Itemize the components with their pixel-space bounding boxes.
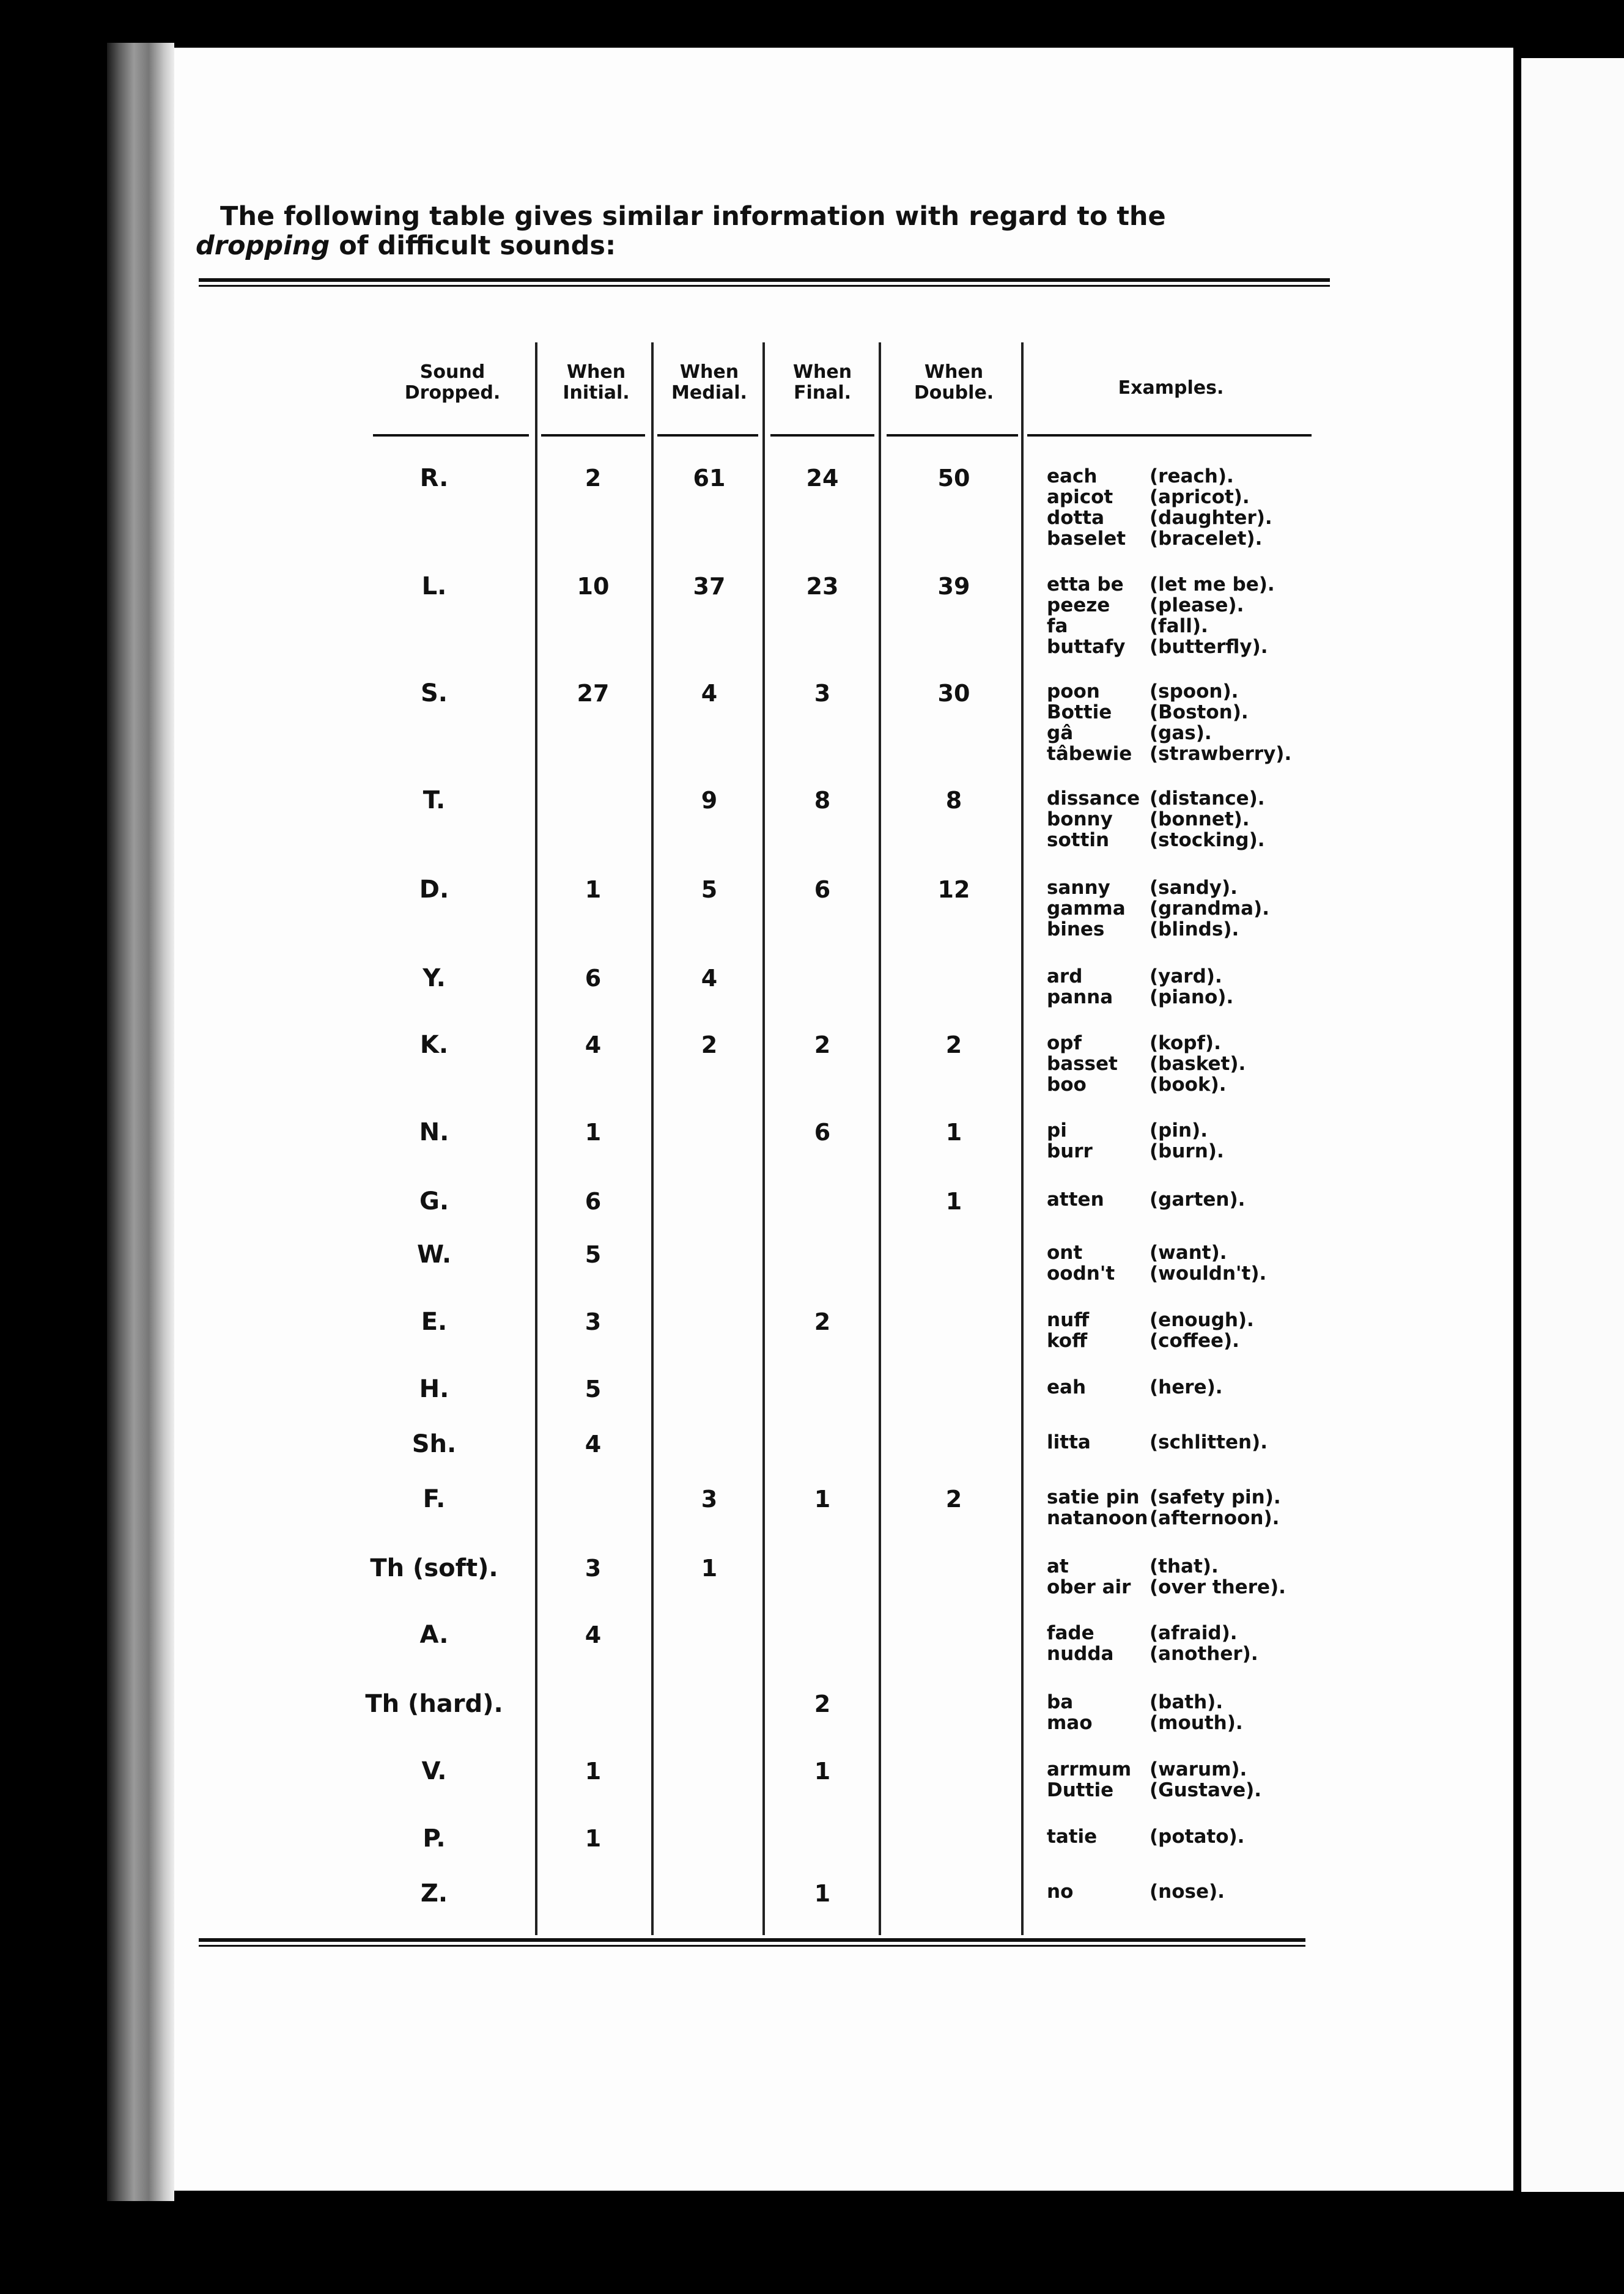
example-standard-form: (reach). [1150,465,1234,487]
table-top-rule-thin [199,285,1330,287]
when-medial-cell: 2 [701,1031,718,1058]
when-initial-cell: 3 [585,1555,602,1582]
example-child-form: bines [1047,918,1105,940]
example-standard-form: (spoon). [1150,680,1239,703]
example-child-form: gamma [1047,898,1126,920]
sound-dropped-cell: H. [419,1375,449,1403]
example-child-form: panna [1047,986,1113,1008]
when-double-cell: 12 [937,876,970,903]
sound-dropped-cell: W. [416,1241,452,1269]
sound-dropped-cell: N. [419,1118,449,1146]
example-child-form: sanny [1047,877,1110,899]
when-medial-cell: 61 [693,465,726,492]
when-double-cell: 2 [945,1486,962,1513]
when-final-cell: 1 [814,1880,831,1907]
example-child-form: etta be [1047,574,1124,596]
example-standard-form: (fall). [1150,615,1208,637]
example-standard-form: (let me be). [1150,574,1275,596]
example-child-form: Duttie [1047,1779,1114,1801]
example-standard-form: (Gustave). [1150,1779,1262,1801]
header-double-line-1: When [924,361,984,383]
header-sound-line-2: Dropped. [404,382,501,404]
sound-dropped-cell: L. [421,572,447,600]
example-child-form: fade [1047,1622,1094,1644]
when-initial-cell: 6 [585,1188,602,1215]
column-divider [879,342,881,1935]
when-final-cell: 1 [814,1758,831,1785]
example-standard-form: (safety pin). [1150,1486,1281,1508]
column-divider [535,342,537,1935]
example-child-form: poon [1047,680,1100,703]
example-child-form: arrmum [1047,1758,1132,1780]
when-initial-cell: 1 [585,876,602,903]
example-child-form: pi [1047,1119,1067,1141]
header-sound-dropped [373,362,532,404]
header-rule [1027,434,1312,437]
example-standard-form: (gas). [1150,722,1212,744]
example-child-form: bonny [1047,808,1113,830]
example-child-form: ard [1047,965,1083,987]
intro-line-1: The following table gives similar information with regard to the [220,201,1166,232]
when-initial-cell: 1 [585,1758,602,1785]
example-standard-form: (enough). [1150,1309,1254,1331]
example-child-form: burr [1047,1140,1093,1162]
example-standard-form: (stocking). [1150,829,1265,851]
example-standard-form: (butterfly). [1150,636,1268,658]
example-child-form: natanoon [1047,1507,1148,1529]
table-bottom-rule-thin [199,1945,1305,1947]
example-standard-form: (schlitten). [1150,1431,1268,1453]
example-standard-form: (potato). [1150,1826,1245,1848]
example-child-form: oodn't [1047,1263,1115,1285]
example-standard-form: (kopf). [1150,1032,1221,1054]
example-standard-form: (bonnet). [1150,808,1250,830]
example-child-form: ba [1047,1691,1074,1713]
header-medial-line-1: When [679,361,739,383]
example-child-form: boo [1047,1074,1087,1096]
when-initial-cell: 6 [585,965,602,992]
when-final-cell: 2 [814,1691,831,1717]
when-medial-cell: 3 [701,1486,718,1513]
header-medial-line-2: Medial. [671,382,747,404]
when-initial-cell: 5 [585,1241,602,1268]
example-standard-form: (Boston). [1150,701,1249,723]
sound-dropped-cell: Y. [423,964,446,992]
sound-dropped-cell: A. [419,1621,449,1649]
column-divider [762,342,765,1935]
example-child-form: gâ [1047,722,1074,744]
example-standard-form: (please). [1150,594,1244,616]
header-double-line-2: Double. [914,382,994,404]
example-standard-form: (here). [1150,1376,1223,1398]
example-child-form: koff [1047,1330,1088,1352]
example-standard-form: (strawberry). [1150,743,1292,765]
header-rule [373,434,529,437]
when-initial-cell: 10 [577,573,610,600]
sound-dropped-cell: G. [419,1187,449,1215]
when-final-cell: 6 [814,1119,831,1146]
example-standard-form: (nose). [1150,1881,1225,1903]
when-initial-cell: 2 [585,465,602,492]
sound-dropped-cell: Sh. [412,1430,457,1458]
example-standard-form: (afternoon). [1150,1507,1280,1529]
example-standard-form: (basket). [1150,1053,1246,1075]
header-final-line-2: Final. [793,382,852,404]
sound-dropped-cell: S. [420,679,448,707]
example-child-form: atten [1047,1189,1104,1211]
example-child-form: baselet [1047,528,1126,550]
example-child-form: Bottie [1047,701,1112,723]
example-standard-form: (sandy). [1150,877,1238,899]
intro-line-2 [196,231,1321,260]
example-child-form: tâbewie [1047,743,1132,765]
example-standard-form: (book). [1150,1074,1227,1096]
example-standard-form: (over there). [1150,1576,1286,1598]
when-medial-cell: 9 [701,787,718,814]
header-when-initial [547,362,645,404]
intro-line-2-rest: of difficult sounds: [330,231,616,261]
header-when-medial [660,362,758,404]
when-double-cell: 39 [937,573,970,600]
intro-paragraph [196,202,1321,260]
example-standard-form: (mouth). [1150,1712,1243,1734]
when-initial-cell: 5 [585,1376,602,1403]
example-standard-form: (distance). [1150,787,1265,810]
sound-dropped-cell: Th (soft). [370,1554,498,1582]
example-child-form: dotta [1047,507,1105,529]
example-child-form: nudda [1047,1643,1114,1665]
when-medial-cell: 1 [701,1555,718,1582]
when-medial-cell: 37 [693,573,726,600]
example-standard-form: (warum). [1150,1758,1247,1780]
when-final-cell: 1 [814,1486,831,1513]
when-initial-cell: 4 [585,1431,602,1458]
header-initial-line-1: When [566,361,626,383]
example-child-form: ober air [1047,1576,1131,1598]
sound-dropped-cell: T. [423,786,446,814]
sound-dropped-cell: D. [419,876,449,904]
example-child-form: buttafy [1047,636,1126,658]
example-child-form: each [1047,465,1098,487]
when-medial-cell: 4 [701,680,718,707]
when-double-cell: 50 [937,465,970,492]
example-child-form: tatie [1047,1826,1098,1848]
header-when-final [773,362,871,404]
example-child-form: eah [1047,1376,1087,1398]
when-initial-cell: 4 [585,1621,602,1648]
example-child-form: fa [1047,615,1068,637]
example-standard-form: (garten). [1150,1189,1246,1211]
when-initial-cell: 4 [585,1031,602,1058]
header-rule [541,434,645,437]
example-standard-form: (another). [1150,1643,1258,1665]
example-standard-form: (pin). [1150,1119,1208,1141]
when-double-cell: 8 [945,787,962,814]
sound-dropped-cell: K. [419,1031,449,1059]
when-medial-cell: 5 [701,876,718,903]
example-child-form: at [1047,1555,1069,1577]
example-standard-form: (bath). [1150,1691,1224,1713]
when-initial-cell: 1 [585,1825,602,1852]
when-final-cell: 6 [814,876,831,903]
example-standard-form: (burn). [1150,1140,1224,1162]
when-medial-cell: 4 [701,965,718,992]
when-final-cell: 2 [814,1308,831,1335]
when-final-cell: 8 [814,787,831,814]
when-final-cell: 23 [806,573,839,600]
header-rule [657,434,758,437]
example-standard-form: (daughter). [1150,507,1272,529]
example-child-form: mao [1047,1712,1093,1734]
intro-emphasis: dropping [196,231,330,261]
facing-page-edge [1521,58,1624,2192]
example-standard-form: (coffee). [1150,1330,1239,1352]
header-final-line-1: When [792,361,852,383]
column-divider [651,342,654,1935]
when-initial-cell: 27 [577,680,610,707]
when-final-cell: 24 [806,465,839,492]
when-initial-cell: 3 [585,1308,602,1335]
header-sound-line-1: Sound [419,361,485,383]
example-child-form: opf [1047,1032,1082,1054]
example-standard-form: (blinds). [1150,918,1239,940]
example-child-form: nuff [1047,1309,1090,1331]
header-examples: Examples. [1118,377,1224,399]
example-standard-form: (bracelet). [1150,528,1263,550]
example-child-form: dissance [1047,787,1140,810]
when-double-cell: 2 [945,1031,962,1058]
when-double-cell: 1 [945,1188,962,1215]
sound-dropped-cell: R. [419,464,449,492]
example-child-form: litta [1047,1431,1091,1453]
example-child-form: peeze [1047,594,1110,616]
column-divider [1021,342,1024,1935]
header-rule [887,434,1018,437]
when-double-cell: 1 [945,1119,962,1146]
example-child-form: sottin [1047,829,1110,851]
sound-dropped-cell: Z. [420,1879,448,1908]
example-child-form: apicot [1047,486,1113,508]
table-top-rule [199,278,1330,282]
example-standard-form: (piano). [1150,986,1234,1008]
header-when-double [896,362,1012,404]
header-initial-line-2: Initial. [563,382,630,404]
example-standard-form: (apricot). [1150,486,1250,508]
when-double-cell: 30 [937,680,970,707]
when-final-cell: 2 [814,1031,831,1058]
example-standard-form: (yard). [1150,965,1222,987]
sound-dropped-cell: E. [421,1308,448,1336]
sound-dropped-cell: P. [423,1824,446,1853]
example-child-form: ont [1047,1242,1083,1264]
example-child-form: satie pin [1047,1486,1140,1508]
example-standard-form: (that). [1150,1555,1219,1577]
sound-dropped-cell: V. [421,1757,447,1785]
table-bottom-rule [199,1938,1305,1942]
example-child-form: no [1047,1881,1074,1903]
book-spine-edge [107,43,174,2201]
example-standard-form: (grandma). [1150,898,1269,920]
when-initial-cell: 1 [585,1119,602,1146]
sound-dropped-cell: F. [423,1485,446,1513]
example-standard-form: (want). [1150,1242,1227,1264]
example-standard-form: (afraid). [1150,1622,1238,1644]
example-standard-form: (wouldn't). [1150,1263,1267,1285]
example-child-form: basset [1047,1053,1118,1075]
header-rule [770,434,874,437]
sound-dropped-cell: Th (hard). [365,1690,503,1718]
when-final-cell: 3 [814,680,831,707]
